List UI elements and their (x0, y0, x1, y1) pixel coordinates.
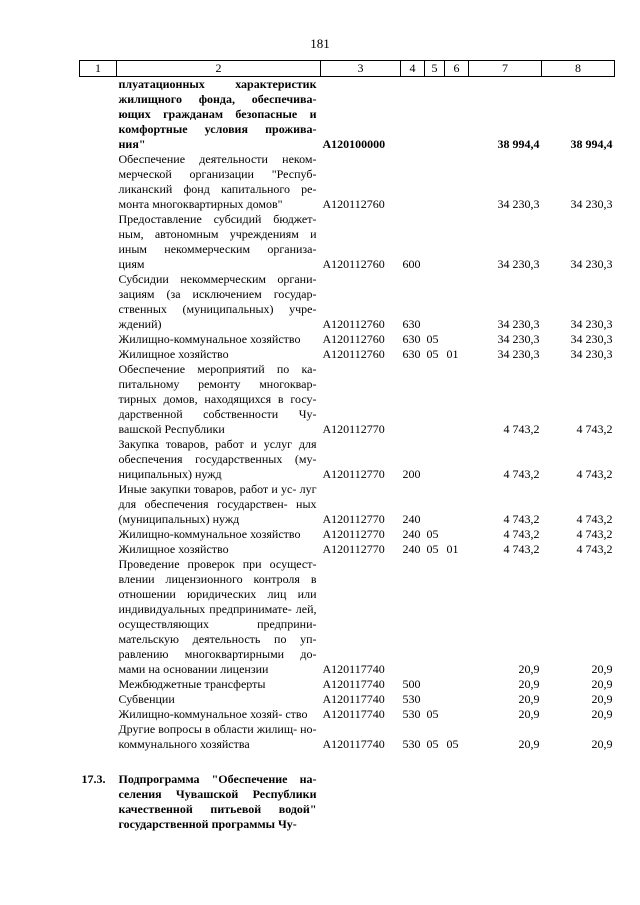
name-line: качественной питьевой водой" (118, 802, 317, 816)
row-section (425, 212, 445, 272)
row-value-8: 20,9 (591, 707, 613, 721)
name-line: селения Чувашской Республики (118, 787, 317, 801)
row-code: А120112770 (322, 542, 385, 556)
row-section (425, 482, 445, 527)
name-line: Проведение проверок при осущест- (118, 557, 317, 571)
row-number (80, 347, 117, 362)
row-subsection (445, 212, 469, 272)
name-line: Межбюджетные трансферты (118, 677, 266, 691)
row-section (425, 272, 445, 332)
row-section: 05 (426, 332, 439, 346)
name-line: Жилищное хозяйство (118, 542, 229, 556)
table-row (80, 527, 615, 542)
row-name (117, 152, 321, 212)
header-cell-4: 4 (401, 61, 425, 77)
row-name (117, 347, 321, 362)
name-line: плуатационных характеристик (118, 77, 317, 91)
header-cell-8: 8 (542, 61, 615, 77)
table-row (80, 272, 615, 332)
row-expense-type: 240 (402, 512, 421, 526)
row-number (80, 722, 117, 752)
row-name (117, 722, 321, 752)
row-value-7: 20,9 (518, 677, 540, 691)
row-subsection (445, 692, 469, 707)
row-value-8: 34 230,3 (570, 257, 613, 271)
row-value-8: 4 743,2 (576, 422, 613, 436)
name-line: Субвенции (118, 692, 175, 706)
row-value-7: 34 230,3 (497, 317, 540, 331)
row-value-8: 34 230,3 (570, 332, 613, 346)
row-value-8: 34 230,3 (570, 197, 613, 211)
row-expense-type: 600 (402, 257, 421, 271)
row-subsection (445, 437, 469, 482)
name-line: мательскую деятельность по уп- (118, 632, 317, 646)
table-row (80, 212, 615, 272)
empty-cell (445, 772, 469, 832)
header-cell-7: 7 (469, 61, 542, 77)
header-cell-2: 2 (117, 61, 321, 77)
table-row (80, 722, 615, 752)
row-subsection (445, 557, 469, 677)
row-name (117, 557, 321, 677)
row-expense-type: 530 (402, 737, 421, 751)
row-section (425, 692, 445, 707)
empty-cell (425, 772, 445, 832)
row-expense-type (401, 362, 425, 437)
name-line: обеспечения государственных (му- (118, 452, 317, 466)
row-value-7: 20,9 (518, 707, 540, 721)
row-value-7: 34 230,3 (497, 347, 540, 361)
name-line: тирных домов, находящихся в госу- (118, 392, 317, 406)
row-value-8: 34 230,3 (570, 317, 613, 331)
table-row (80, 692, 615, 707)
row-subsection (445, 677, 469, 692)
row-name (117, 362, 321, 437)
row-gap (80, 752, 615, 772)
row-value-8: 20,9 (591, 677, 613, 691)
row-name (117, 527, 321, 542)
subprogram-row (80, 772, 615, 832)
name-line: дарственной собственности Чу- (118, 407, 317, 421)
table-row (80, 362, 615, 437)
row-name (117, 482, 321, 527)
row-value-8: 38 994,4 (570, 137, 613, 151)
name-line: ственных (муниципальных) учре- (118, 302, 317, 316)
row-expense-type (401, 77, 425, 153)
row-code: А120117740 (322, 737, 385, 751)
row-value-8: 20,9 (591, 662, 613, 676)
row-number (80, 677, 117, 692)
row-value-7: 34 230,3 (497, 257, 540, 271)
table-row (80, 707, 615, 722)
row-subsection (445, 482, 469, 527)
row-section (425, 557, 445, 677)
row-name (117, 542, 321, 557)
row-code: А120117740 (322, 707, 385, 721)
row-section: 05 (426, 737, 439, 751)
row-name (117, 677, 321, 692)
empty-cell (542, 772, 615, 832)
name-line: Обеспечение деятельности неком- (118, 152, 317, 166)
row-section (425, 677, 445, 692)
name-line: циям (118, 257, 145, 271)
table-row (80, 77, 615, 153)
row-section: 05 (426, 707, 439, 721)
table-row (80, 437, 615, 482)
name-line: Субсидии некоммерческим органи- (118, 272, 317, 286)
row-expense-type: 630 (402, 347, 421, 361)
row-value-7: 38 994,4 (497, 137, 540, 151)
row-subsection: 01 (446, 542, 459, 556)
subprogram-number: 17.3. (81, 772, 106, 786)
name-line: ным, автономным учреждениям и (118, 227, 317, 241)
row-number (80, 437, 117, 482)
name-line: Жилищно-коммунальное хозяйство (118, 332, 301, 346)
header-cell-6: 6 (445, 61, 469, 77)
row-value-8: 4 743,2 (576, 542, 613, 556)
name-line: Жилищно-коммунальное хозяй- (118, 707, 283, 721)
name-line: луг для обеспечения государствен- (118, 482, 317, 511)
row-expense-type: 630 (402, 317, 421, 331)
name-line: Жилищное хозяйство (118, 347, 229, 361)
row-value-7: 4 743,2 (503, 542, 540, 556)
name-line: ющих гражданам безопасные и (118, 107, 317, 121)
row-number (80, 332, 117, 347)
name-line: зациям (за исключением государ- (118, 287, 317, 301)
name-line: иным некоммерческим организа- (118, 242, 317, 256)
row-section: 05 (426, 347, 439, 361)
name-line: влении лицензионного контроля в (118, 572, 317, 586)
row-code: А120112770 (322, 512, 385, 526)
table-row (80, 347, 615, 362)
page-number: 181 (310, 36, 330, 51)
table-row (80, 677, 615, 692)
name-line: мерческой организации "Респуб- (118, 167, 317, 181)
name-line: отношении юридических лиц или (118, 587, 317, 601)
name-line: Другие вопросы в области жилищ- (118, 722, 298, 736)
header-row (80, 61, 615, 77)
row-value-8: 20,9 (591, 692, 613, 706)
row-section (425, 152, 445, 212)
header-cell-3: 3 (321, 61, 401, 77)
table-row (80, 482, 615, 527)
row-code: А120117740 (322, 662, 385, 676)
row-value-8: 4 743,2 (576, 512, 613, 526)
row-expense-type: 200 (402, 467, 421, 481)
row-name (117, 332, 321, 347)
row-section (425, 362, 445, 437)
empty-cell (401, 772, 425, 832)
row-number (80, 212, 117, 272)
row-section (425, 437, 445, 482)
row-subsection (445, 362, 469, 437)
row-section (425, 77, 445, 153)
row-name (117, 437, 321, 482)
name-line: питальному ремонту многоквар- (118, 377, 317, 391)
row-subsection (445, 152, 469, 212)
row-code: А120100000 (322, 137, 386, 151)
row-value-7: 34 230,3 (497, 332, 540, 346)
name-line: ния" (118, 137, 146, 151)
name-line: ных (муниципальных) нужд (118, 497, 317, 526)
name-line: Подпрограмма "Обеспечение на- (118, 772, 317, 786)
row-name (117, 707, 321, 722)
row-number (80, 527, 117, 542)
row-subsection (445, 332, 469, 347)
row-number (80, 482, 117, 527)
row-value-8: 20,9 (591, 737, 613, 751)
row-name (117, 212, 321, 272)
name-line: Обеспечение мероприятий по ка- (118, 362, 317, 376)
row-value-7: 20,9 (518, 662, 540, 676)
row-number (80, 542, 117, 557)
table-row (80, 557, 615, 677)
name-line: Предоставление субсидий бюджет- (118, 212, 317, 226)
name-line: ждений) (118, 317, 162, 331)
name-line: ство (285, 707, 308, 721)
header-cell-5: 5 (425, 61, 445, 77)
name-line: монта многоквартирных домов" (118, 197, 283, 211)
row-number (80, 707, 117, 722)
row-number (80, 557, 117, 677)
row-value-7: 4 743,2 (503, 527, 540, 541)
empty-cell (321, 772, 401, 832)
row-value-8: 4 743,2 (576, 527, 613, 541)
row-code: А120112760 (322, 317, 385, 331)
row-name (117, 77, 321, 153)
row-value-8: 4 743,2 (576, 467, 613, 481)
row-name (117, 692, 321, 707)
budget-table (79, 60, 615, 832)
row-expense-type: 500 (402, 677, 421, 691)
name-line: Закупка товаров, работ и услуг для (118, 437, 317, 451)
name-line: жилищного фонда, обеспечива- (118, 92, 317, 106)
row-number (80, 152, 117, 212)
row-name (117, 272, 321, 332)
name-line: мами на основании лицензии (118, 662, 269, 676)
name-line: Жилищно-коммунальное хозяйство (118, 527, 301, 541)
row-subsection: 05 (446, 737, 459, 751)
name-line: равлению многоквартирными до- (118, 647, 317, 661)
row-code: А120117740 (322, 677, 385, 691)
name-line: Иные закупки товаров, работ и ус- (118, 482, 297, 496)
row-number (80, 692, 117, 707)
row-code: А120112770 (322, 467, 385, 481)
name-line: индивидуальных предпринимате- (118, 602, 292, 616)
name-line: государственной программы Чу- (118, 817, 297, 831)
row-value-7: 34 230,3 (497, 197, 540, 211)
row-subsection (445, 272, 469, 332)
gap-cell (80, 752, 615, 772)
row-code: А120112770 (322, 422, 385, 436)
name-line: ликанский фонд капитального ре- (118, 182, 317, 196)
row-section: 05 (426, 527, 439, 541)
row-subsection (445, 527, 469, 542)
row-value-7: 20,9 (518, 692, 540, 706)
name-line: комфортные условия прожива- (118, 122, 317, 136)
row-expense-type: 530 (402, 707, 421, 721)
table-row (80, 152, 615, 212)
empty-cell (469, 772, 542, 832)
row-number (80, 272, 117, 332)
row-code: А120117740 (322, 692, 385, 706)
row-subsection: 01 (446, 347, 459, 361)
row-expense-type: 630 (402, 332, 421, 346)
row-number (80, 77, 117, 153)
row-code: А120112760 (322, 257, 385, 271)
row-code: А120112760 (322, 347, 385, 361)
row-expense-type: 240 (402, 542, 421, 556)
row-expense-type: 240 (402, 527, 421, 541)
row-value-7: 4 743,2 (503, 467, 540, 481)
row-code: А120112760 (322, 197, 385, 211)
table-row (80, 542, 615, 557)
row-code: А120112770 (322, 527, 385, 541)
name-line: но-коммунального хозяйства (118, 722, 317, 751)
name-line: ниципальных) нужд (118, 467, 222, 481)
name-line: лей, осуществляющих предприни- (118, 602, 317, 631)
row-expense-type: 530 (402, 692, 421, 706)
row-value-7: 20,9 (518, 737, 540, 751)
table-row (80, 332, 615, 347)
subprogram-title (117, 772, 321, 832)
row-subsection (445, 77, 469, 153)
row-value-7: 4 743,2 (503, 422, 540, 436)
row-section: 05 (426, 542, 439, 556)
row-expense-type (401, 152, 425, 212)
row-expense-type (401, 557, 425, 677)
name-line: вашской Республики (118, 422, 225, 436)
row-value-8: 34 230,3 (570, 347, 613, 361)
row-subsection (445, 707, 469, 722)
row-number (80, 362, 117, 437)
row-code: А120112760 (322, 332, 385, 346)
header-cell-1: 1 (80, 61, 117, 77)
row-value-7: 4 743,2 (503, 512, 540, 526)
